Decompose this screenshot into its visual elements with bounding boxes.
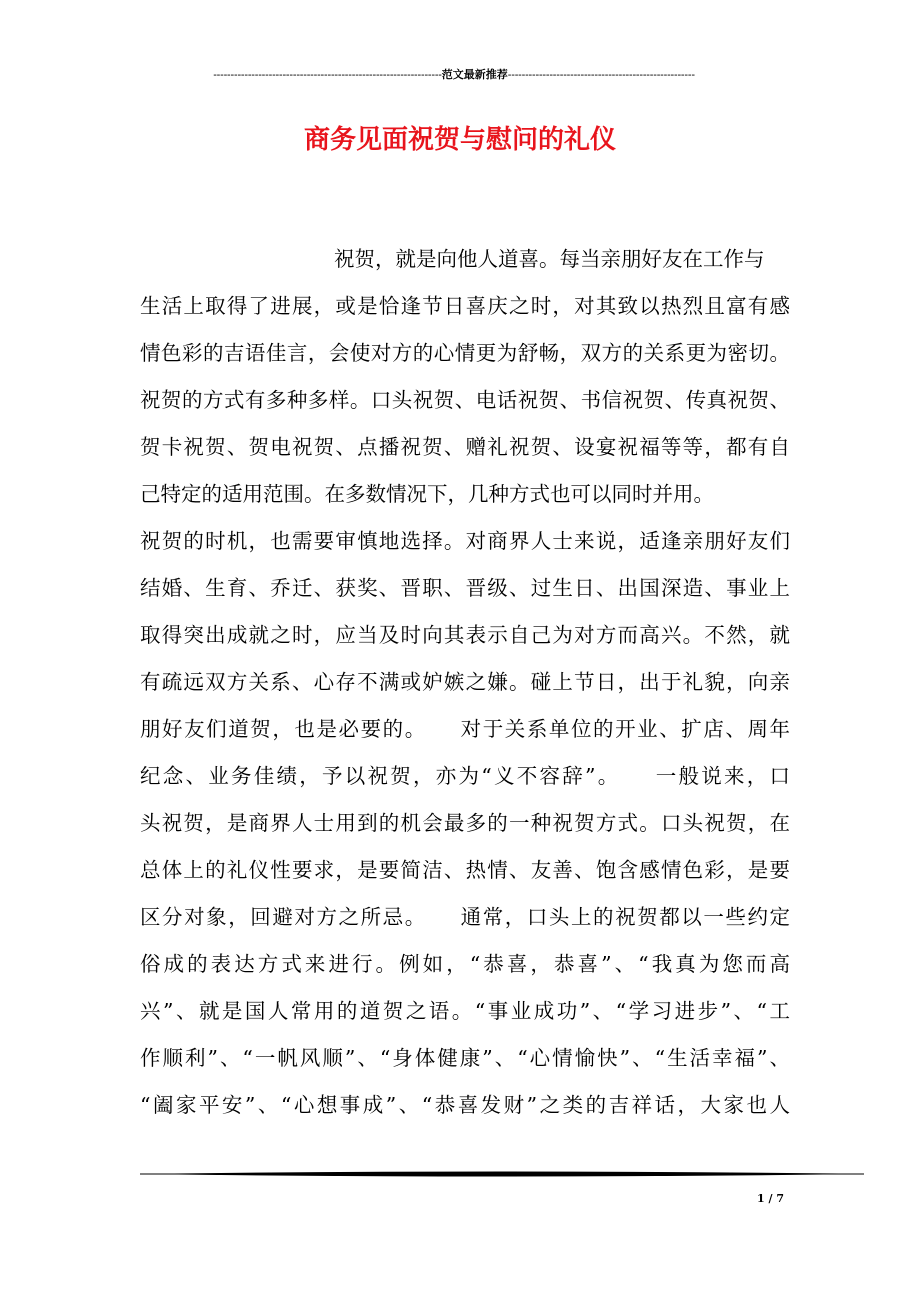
body-line: 纪念、业务佳绩，予以祝贺，亦为“义不容辞”。 一般说来，口 — [140, 764, 790, 788]
body-line: 结婚、生育、乔迁、获奖、晋职、晋级、过生日、出国深造、事业上 — [140, 576, 790, 600]
page-number: 1 / 7 — [757, 1192, 784, 1205]
body-line: 生活上取得了进展，或是恰逢节日喜庆之时，对其致以热烈且富有感 — [140, 294, 790, 318]
body-line: 祝贺的方式有多种多样。口头祝贺、电话祝贺、书信祝贺、传真祝贺、 — [140, 388, 790, 412]
body-line: 俗成的表达方式来进行。例如，“恭喜，恭喜”、“我真为您而高 — [140, 952, 790, 976]
body-line: 取得突出成就之时，应当及时向其表示自己为对方而高兴。不然，就 — [140, 623, 790, 647]
body-line: 祝贺，就是向他人道喜。每当亲朋好友在工作与 — [334, 247, 765, 271]
body-line: 贺卡祝贺、贺电祝贺、点播祝贺、赠礼祝贺、设宴祝福等等，都有自 — [140, 435, 790, 459]
header-dashes-left: ------------------------------------------------------------------ — [213, 69, 442, 81]
body-text — [140, 236, 790, 1129]
body-line: 己特定的适用范围。在多数情况下，几种方式也可以同时并用。 — [140, 482, 714, 506]
body-line: “阖家平安”、“心想事成”、“恭喜发财”之类的吉祥话，大家也人 — [140, 1093, 790, 1117]
header-dashes-right: ------------------------------------------------------ — [507, 69, 695, 81]
footer-rule — [140, 1166, 864, 1182]
body-line: 有疏远双方关系、心存不满或妒嫉之嫌。碰上节日，出于礼貌，向亲 — [140, 670, 790, 694]
body-line: 总体上的礼仪性要求，是要简洁、热情、友善、饱含感情色彩，是要 — [140, 858, 790, 882]
body-line: 情色彩的吉语佳言，会使对方的心情更为舒畅，双方的关系更为密切。 — [140, 341, 790, 365]
header-label: 范文最新推荐 — [441, 68, 508, 81]
body-line: 头祝贺，是商界人士用到的机会最多的一种祝贺方式。口头祝贺，在 — [140, 811, 790, 835]
body-line: 朋好友们道贺，也是必要的。 对于关系单位的开业、扩店、周年 — [140, 717, 790, 741]
body-line: 兴”、就是国人常用的道贺之语。“事业成功”、“学习进步”、“工 — [140, 999, 790, 1023]
document-title: 商务见面祝贺与慰问的礼仪 — [303, 125, 616, 155]
body-line: 作顺利”、“一帆风顺”、“身体健康”、“心情愉快”、“生活幸福”、 — [140, 1046, 790, 1070]
body-line: 区分对象，回避对方之所忌。 通常，口头上的祝贺都以一些约定 — [140, 905, 790, 929]
body-line: 祝贺的时机，也需要审慎地选择。对商界人士来说，适逢亲朋好友们 — [140, 529, 790, 553]
page-header — [141, 66, 767, 84]
